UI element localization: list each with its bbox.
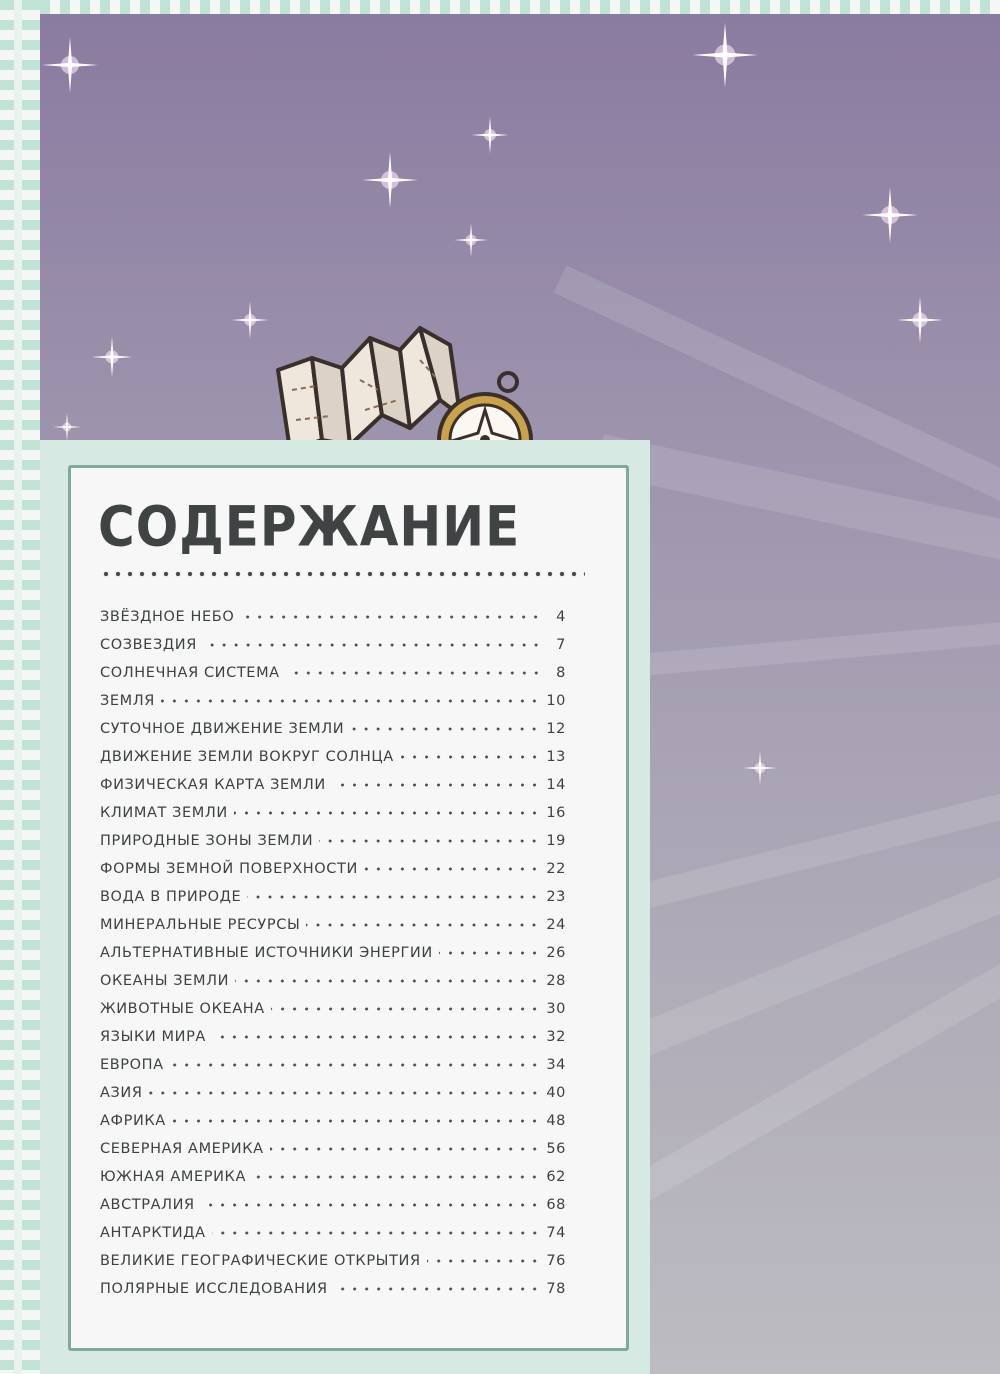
toc-entry-label: СУТОЧНОЕ ДВИЖЕНИЕ ЗЕМЛИ (100, 721, 345, 737)
toc-entry[interactable] (100, 827, 566, 855)
toc-leader-dots (234, 810, 540, 816)
toc-leader-dots (427, 1258, 541, 1264)
toc-entry[interactable] (100, 995, 566, 1023)
toc-leader-dots (161, 698, 540, 704)
toc-entry-page: 74 (546, 1225, 566, 1241)
toc-entry-label: ЕВРОПА (100, 1057, 164, 1073)
toc-leader-dots (170, 1062, 541, 1068)
toc-entry[interactable] (100, 771, 566, 799)
toc-leader-dots (252, 1174, 540, 1180)
toc-entry-page: 13 (546, 749, 566, 765)
toc-leader-dots (212, 1230, 541, 1236)
toc-entry-page: 78 (546, 1281, 566, 1297)
toc-entry[interactable] (100, 1163, 566, 1191)
toc-entry-page: 28 (546, 973, 566, 989)
toc-leader-dots (400, 754, 541, 760)
toc-entry-page: 62 (546, 1169, 566, 1185)
toc-entry[interactable] (100, 631, 566, 659)
left-striped-border (0, 0, 40, 1374)
star-icon (52, 412, 82, 442)
star-icon (895, 295, 945, 345)
toc-entry-label: ВОДА В ПРИРОДЕ (100, 889, 242, 905)
toc-entry-label: СЕВЕРНАЯ АМЕРИКА (100, 1141, 264, 1157)
left-border-stripe (14, 0, 22, 1374)
toc-entry-page: 30 (546, 1001, 566, 1017)
toc-entry-label: ПРИРОДНЫЕ ЗОНЫ ЗЕМЛИ (100, 833, 314, 849)
toc-entry-label: ЮЖНАЯ АМЕРИКА (100, 1169, 246, 1185)
light-ray (637, 763, 1000, 909)
toc-leader-dots (247, 894, 540, 900)
toc-entry[interactable] (100, 883, 566, 911)
toc-entry-page: 23 (546, 889, 566, 905)
toc-leader-dots (172, 1118, 541, 1124)
toc-entry-page: 56 (546, 1141, 566, 1157)
toc-entry-page: 19 (546, 833, 566, 849)
star-icon (360, 150, 420, 210)
toc-entry-page: 68 (546, 1197, 566, 1213)
toc-leader-dots (334, 1286, 541, 1292)
toc-entry-label: АНТАРКТИДА (100, 1225, 206, 1241)
toc-entry-label: СОЛНЕЧНАЯ СИСТЕМА (100, 665, 280, 681)
toc-entry[interactable] (100, 1107, 566, 1135)
toc-entry[interactable] (100, 687, 566, 715)
toc-leader-dots (235, 978, 540, 984)
toc-entry-page: 12 (546, 721, 566, 737)
top-striped-border (0, 0, 1000, 14)
toc-leader-dots (270, 1146, 541, 1152)
toc-leader-dots (212, 1034, 540, 1040)
toc-entry-page: 48 (546, 1113, 566, 1129)
toc-entry-label: АФРИКА (100, 1113, 166, 1129)
toc-entry[interactable] (100, 659, 566, 687)
toc-entry-page: 32 (546, 1029, 566, 1045)
toc-entry-page: 10 (546, 693, 566, 709)
toc-entry[interactable] (100, 1135, 566, 1163)
star-icon (230, 300, 270, 340)
toc-entry-label: ДВИЖЕНИЕ ЗЕМЛИ ВОКРУГ СОЛНЦА (100, 749, 394, 765)
toc-entry-label: МИНЕРАЛЬНЫЕ РЕСУРСЫ (100, 917, 301, 933)
toc-entry-page: 14 (546, 777, 566, 793)
toc-entry-label: КЛИМАТ ЗЕМЛИ (100, 805, 228, 821)
toc-entry[interactable] (100, 1191, 566, 1219)
toc-entry-label: ФОРМЫ ЗЕМНОЙ ПОВЕРХНОСТИ (100, 861, 358, 877)
toc-entry-label: ЖИВОТНЫЕ ОКЕАНА (100, 1001, 265, 1017)
toc-entry-label: ФИЗИЧЕСКАЯ КАРТА ЗЕМЛИ (100, 777, 326, 793)
star-icon (742, 750, 778, 786)
toc-entry[interactable] (100, 603, 566, 631)
toc-entry[interactable] (100, 939, 566, 967)
toc-entry-page: 26 (546, 945, 566, 961)
toc-entry-label: АЛЬТЕРНАТИВНЫЕ ИСТОЧНИКИ ЭНЕРГИИ (100, 945, 433, 961)
toc-entry-label: ЯЗЫКИ МИРА (100, 1029, 206, 1045)
toc-leader-dots (306, 922, 540, 928)
table-of-contents (100, 603, 566, 1303)
toc-leader-dots (319, 838, 540, 844)
toc-entry-page: 76 (546, 1253, 566, 1269)
toc-entry-label: СОЗВЕЗДИЯ (100, 637, 197, 653)
title-dotted-divider (100, 570, 585, 578)
toc-entry[interactable] (100, 743, 566, 771)
toc-leader-dots (332, 782, 540, 788)
toc-leader-dots (271, 1006, 541, 1012)
toc-entry-page: 4 (556, 609, 566, 625)
toc-entry-page: 40 (546, 1085, 566, 1101)
star-icon (860, 185, 920, 245)
toc-leader-dots (439, 950, 541, 956)
star-icon (40, 35, 100, 95)
toc-entry[interactable] (100, 967, 566, 995)
toc-entry[interactable] (100, 1051, 566, 1079)
toc-entry-label: ВЕЛИКИЕ ГЕОГРАФИЧЕСКИЕ ОТКРЫТИЯ (100, 1253, 421, 1269)
toc-leader-dots (149, 1090, 541, 1096)
toc-entry-label: ОКЕАНЫ ЗЕМЛИ (100, 973, 230, 989)
toc-entry[interactable] (100, 799, 566, 827)
toc-entry[interactable] (100, 1247, 566, 1275)
toc-entry-label: ПОЛЯРНЫЕ ИССЛЕДОВАНИЯ (100, 1281, 328, 1297)
toc-leader-dots (286, 670, 542, 676)
toc-leader-dots (201, 1202, 541, 1208)
toc-entry[interactable] (100, 855, 566, 883)
toc-entry-label: ЗЕМЛЯ (100, 693, 155, 709)
toc-entry-page: 22 (546, 861, 566, 877)
toc-leader-dots (364, 866, 540, 872)
toc-entry-page: 8 (556, 665, 566, 681)
toc-entry[interactable] (100, 1219, 566, 1247)
star-icon (470, 115, 510, 155)
toc-entry-page: 7 (556, 637, 566, 653)
page-title: СОДЕРЖАНИЕ (98, 495, 521, 559)
toc-leader-dots (350, 726, 540, 732)
toc-entry-page: 34 (546, 1057, 566, 1073)
toc-entry-page: 24 (546, 917, 566, 933)
toc-entry[interactable] (100, 1079, 566, 1107)
star-icon (90, 335, 134, 379)
toc-entry[interactable] (100, 715, 566, 743)
toc-entry-label: ЗВЁЗДНОЕ НЕБО (100, 609, 235, 625)
toc-entry[interactable] (100, 911, 566, 939)
toc-entry-label: АВСТРАЛИЯ (100, 1197, 195, 1213)
toc-entry-page: 16 (546, 805, 566, 821)
star-icon (690, 20, 760, 90)
toc-leader-dots (203, 642, 542, 648)
toc-leader-dots (240, 614, 542, 620)
star-icon (453, 222, 489, 258)
light-ray (639, 610, 1000, 675)
toc-entry[interactable] (100, 1023, 566, 1051)
toc-entry-label: АЗИЯ (100, 1085, 143, 1101)
toc-entry[interactable] (100, 1275, 566, 1303)
